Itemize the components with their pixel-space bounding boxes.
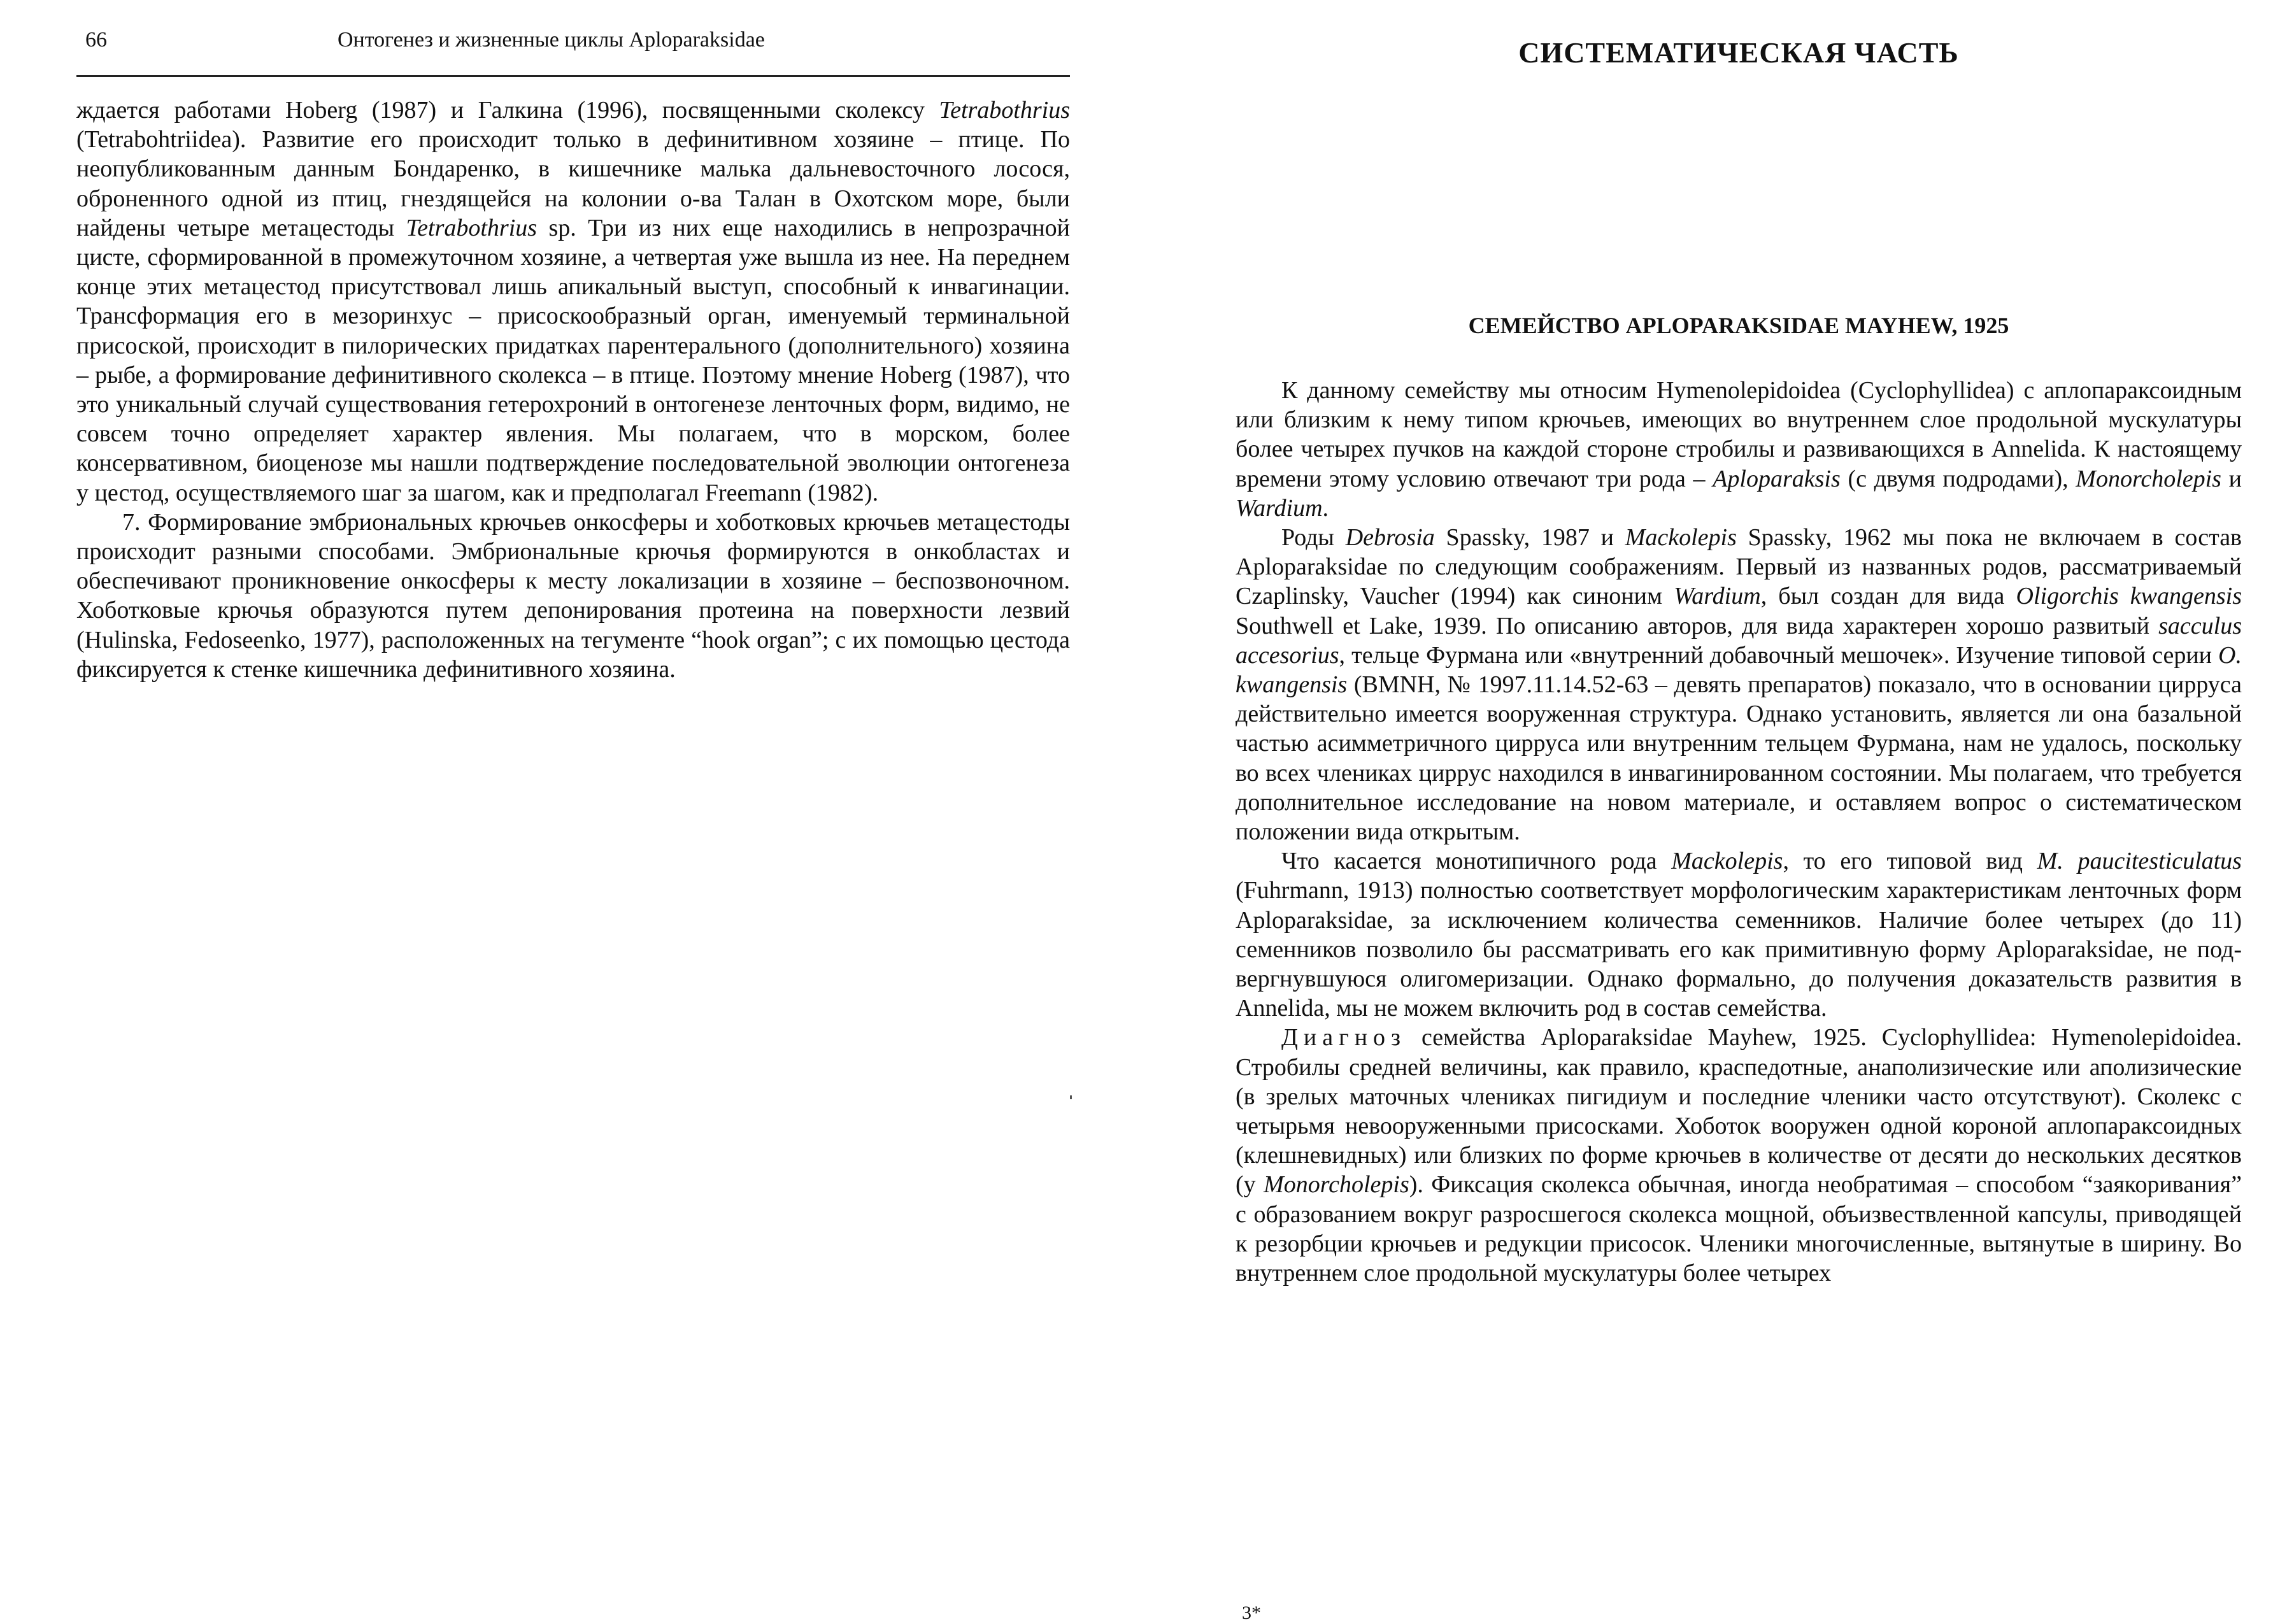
text-run: sp. Три из них еще находились в непрозрачной цисте, сформированной в промежуточном хозяине, а четвертая уже вышла из нее. На переднем конце этих метацестод присутствовал лишь апикальный выступ, способный к инвагинации. Трансформация его в мезоринхус – присоскообразный орган, именуемый терминальной присоской, происходит в пилорических придатках парентерального (дополнительного) хозяина – рыбе, а формирование дефинитивного сколекса – в птице. Поэтому мнение Hoberg (1987), что это уникальный случай существования гетерохроний в онтогенезе ленточных форм, видимо, не совсем точно определяет характер явления. Мы полагаем, что в морском, более консервативном, биоценозе мы нашли подтверждение последовательной эволюции онтогенеза у цестод, осуществляемого шаг за шагом, как и предполагал Freemann (1982). <box>76 214 1070 506</box>
left-body-text <box>76 96 1070 684</box>
text-run: Spassky, 1962 мы пока не включаем в состав Aploparaksidae по следующим соображениям. Первый из названных родов, рассматриваемый Czaplinsky, Vaucher (1994) как синоним <box>1236 524 2242 610</box>
text-run: ждается работами Hoberg (1987) и Галкина (1996), посвященными сколексу <box>76 97 939 124</box>
text-run: и <box>2221 465 2242 492</box>
section-title: СИСТЕМАТИЧЕСКАЯ ЧАСТЬ <box>1518 36 1959 69</box>
text-run: (BMNH, № 1997.11.14.52-63 – девять препаратов) показало, что в основании цирруса действительно имеется вооруженная структура. Однако установить, является ли она базальной частью асимметричного цирруса или внутренним тельцем Фурмана, нам не удалось, поскольку во всех члениках циррус находился в инвагинированном состоянии. Мы полагаем, что требуется дополнительное исследование на новом материале, и оставляем вопрос о систематическом положении вида открытым. <box>1236 671 2242 846</box>
italic-term: Mackolepis <box>1671 848 1783 875</box>
italic-term: Debrosia <box>1345 524 1435 552</box>
italic-term: Monorcholepis <box>1264 1171 1409 1199</box>
text-run: (Fuhrmann, 1913) полностью соответствует морфологическим характеристикам ленточных форм Aploparaksidae, за исключением количества семенников. Наличие более четырех (до 11) семенников позволило бы рассматривать его как примитивную форму Aploparaksidae, не подвергнувшуюся олигомеризации. Однако формально, до получения доказательств развития в Annelida, мы не можем включить род в состав семейства. <box>1236 877 2242 1022</box>
paragraph <box>76 508 1070 684</box>
text-run: Роды <box>1281 524 1346 552</box>
signature-mark: 3* <box>1242 1602 1261 1623</box>
italic-term: O. kwangensis <box>1236 641 2242 699</box>
italic-term: M. paucitesticulatus <box>2037 848 2242 875</box>
text-run: , тельце Фурмана или «внутренний добавочный мешочек». Изучение типовой серии <box>1339 641 2219 669</box>
italic-term: Mackolepis <box>1625 524 1737 552</box>
text-run: (с двумя подродами), <box>1840 465 2076 492</box>
family-heading: СЕМЕЙСТВО APLOPARAKSIDAE MAYHEW, 1925 <box>1468 313 2009 338</box>
stray-mark <box>1070 1095 1072 1099</box>
text-run: Что касается монотипичного рода <box>1281 848 1672 875</box>
text-run: . <box>1322 494 1329 522</box>
paragraph <box>1236 1023 2242 1288</box>
paragraph <box>1236 523 2242 846</box>
page-number: 66 <box>85 28 107 52</box>
italic-term: Tetrabothrius <box>406 214 538 241</box>
text-run: К данному семейству мы относим Hymenolepidoidea (Cyclophyllidea) с аплопараксоидным или близким к нему типом крючьев, имеющих во внутреннем слое продольной мускулатуры более четырех пучков на каждой стороне стробилы и развивающихся в Annelida. К настоящему времени этому условию отвечают три рода – <box>1236 377 2242 492</box>
paragraph <box>1236 376 2242 523</box>
text-run: Spassky, 1987 и <box>1434 524 1625 552</box>
spaced-term: Диагноз <box>1281 1024 1407 1051</box>
italic-term: Wardium <box>1236 494 1323 522</box>
italic-term: Aploparaksis <box>1713 465 1841 492</box>
italic-term: Wardium <box>1674 583 1761 610</box>
right-body-text <box>1236 376 2242 1288</box>
text-run: ). Фиксация сколекса обычная, иногда необратимая – способом “заякоривания” с образованием вокруг разросшегося сколекса мощной, объизвествленной капсулы, приводящей к резорбции крючьев и редукции присосок. Членики многочисленные, вытянутые в ширину. Во внутреннем слое продольной мускулатуры более четырех <box>1236 1171 2242 1287</box>
right-page <box>1236 0 2242 1624</box>
left-page <box>76 0 1070 1624</box>
header-rule <box>76 75 1070 77</box>
paragraph <box>1236 846 2242 1023</box>
text-run: , то его типовой вид <box>1783 848 2037 875</box>
text-run: (Tetrabohtriidea). Развитие его происходит только в дефинитивном хозяине – птице. По неопубликованным данным Бондаренко, в кишечнике малька дальневосточного лосося, оброненного одной из птиц, гнездящейся на колонии о-ва Талан в Охотском море, были найдены четыре метацестоды <box>76 126 1070 241</box>
paragraph <box>76 96 1070 508</box>
italic-term: Oligorchis kwangensis <box>2016 583 2242 610</box>
italic-term: Tetrabothrius <box>939 97 1070 124</box>
text-run: семейства Aploparaksidae Mayhew, 1925. Cyclophyllidea: Hymenolepidoidea. Стробилы средней величины, как правило, краспедотные, анаполизические или аполизические (в зрелых маточных члениках пигидиум и последние членики часто отсутствуют). Сколекс с четырьмя невооруженными присосками. Хоботок вооружен одной короной аплопараксоидных (клешневидных) или близких по форме крючьев в количестве от десяти до нескольких десятков (у <box>1236 1024 2242 1199</box>
running-title: Онтогенез и жизненные циклы Aploparaksidae <box>338 28 765 52</box>
running-head <box>76 28 1070 66</box>
italic-term: Monorcholepis <box>2076 465 2221 492</box>
text-run: , был создан для вида <box>1760 583 2016 610</box>
italic-term: sacculus accesorius <box>1236 612 2242 669</box>
text-run: Southwell et Lake, 1939. По описанию авторов, для вида характерен хорошо развитый <box>1236 612 2159 639</box>
text-run: 7. Формирование эмбриональных крючьев онкосферы и хоботковых крючьев метацестоды происходит разными способами. Эмбриональные крючья формируются в онкобластах и обеспечивают проникновение онкосферы к месту локализации в хозяине – беспозвоночном. Хоботковые крючья образуются путем депонирования протеина на поверхности лезвий (Hulinska, Fedoseenko, 1977), расположенных на тегументе “hook organ”; с их помощью цестода фиксируется к стенке кишечника дефинитивного хозяина. <box>76 508 1070 683</box>
